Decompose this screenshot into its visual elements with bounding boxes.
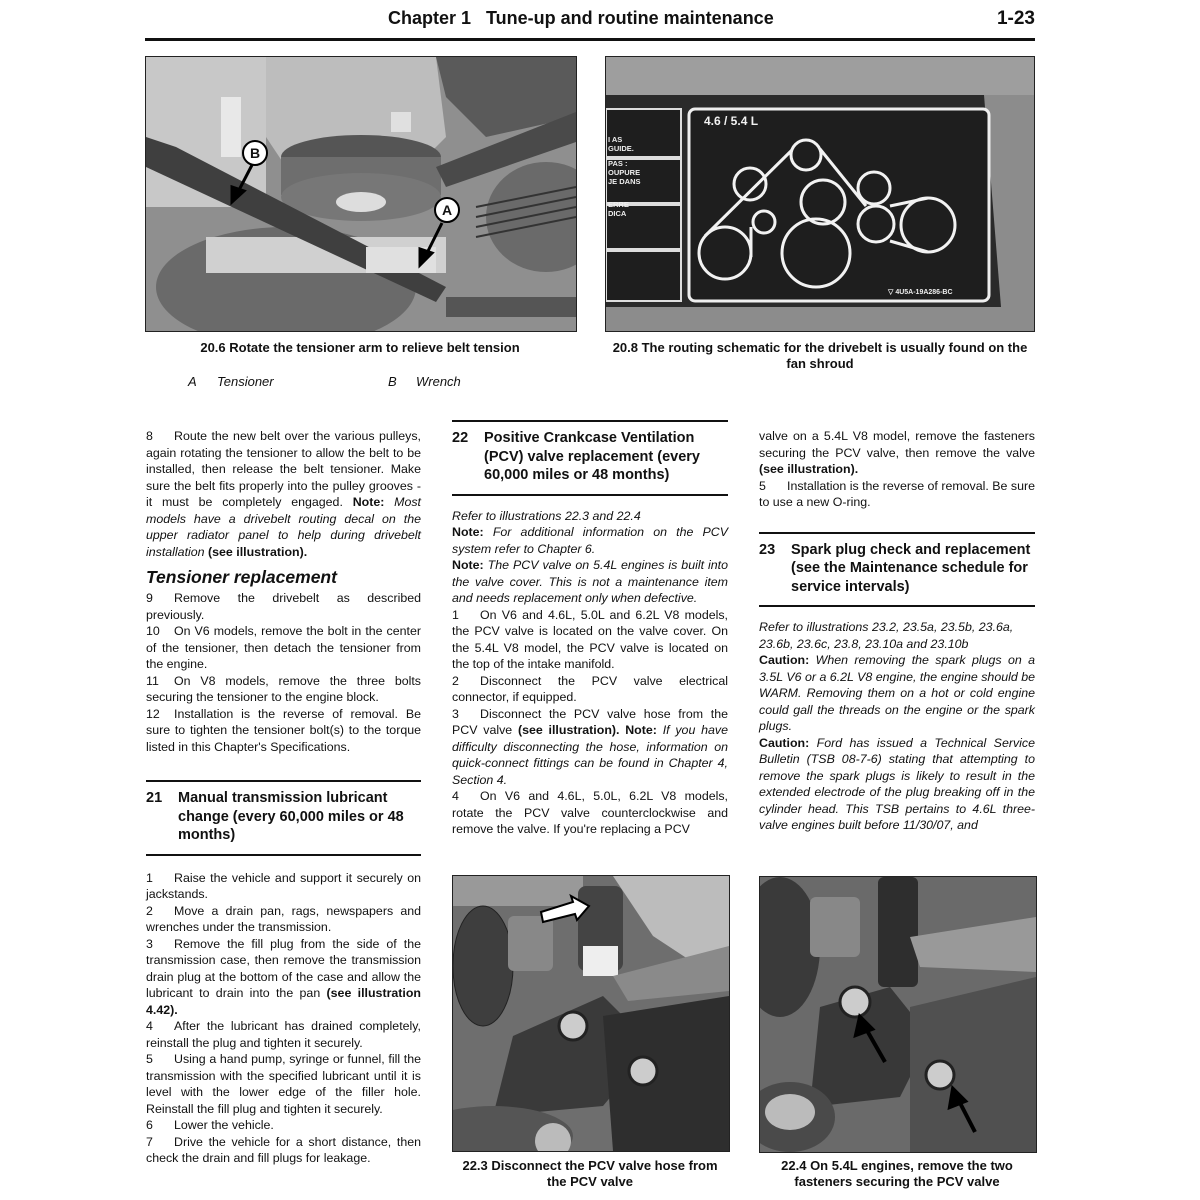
figure-20-6-key (186, 374, 486, 392)
s21-step-6 (146, 1117, 421, 1134)
step-text: On V8 models, remove the three bolts securing the tensioner to the engine block. (146, 673, 421, 704)
note-label: Note: (452, 525, 484, 539)
step-text: Remove the drivebelt as described previously. (146, 591, 421, 622)
decal-text-line: ERRE (608, 200, 629, 209)
s22-step-2 (452, 673, 728, 706)
figure-20-8-caption: 20.8 The routing schematic for the drivebelt is usually found on the fan shroud (612, 340, 1028, 371)
s22-step-4 (452, 788, 728, 838)
section-title: Spark plug check and replacement (see the Maintenance schedule for service intervals) (791, 541, 1031, 595)
subheading-tensioner-replacement: Tensioner replacement (146, 567, 337, 587)
caution-label: Caution: (759, 735, 810, 750)
step-text: valve on a 5.4L V8 model, remove the fasteners securing the PCV valve, then remove the valve (759, 429, 1035, 460)
step-text: Move a drain pan, rags, newspapers and wrenches under the transmission. (146, 903, 421, 934)
s21-step-2 (146, 903, 421, 936)
s22-step-3 (452, 706, 728, 789)
step-text: Drive the vehicle for a short distance, then check the drain and fill plugs for leakage. (146, 1134, 421, 1165)
caution-1 (759, 652, 1035, 735)
figure-22-4-caption: 22.4 On 5.4L engines, remove the two fasteners securing the PCV valve (781, 1158, 1013, 1189)
step-number: 3 (146, 936, 153, 951)
caution-2 (759, 735, 1035, 834)
page-number: 1-23 (996, 8, 1035, 29)
section-22-heading (452, 420, 728, 496)
illustration-reference: (see illustration). (512, 723, 620, 737)
decal-text-line: PAS : (608, 159, 628, 168)
note-label: Note: (452, 558, 484, 572)
paragraph-9 (146, 590, 421, 623)
decal-text-line: JE DANS (608, 177, 641, 186)
callout-arrows (146, 57, 576, 331)
page-header (145, 6, 1035, 41)
caution-text: When removing the spark plugs on a 3.5L V6 or a 6.2L V8 engine, the engine should be WARM. Removing them on a hot or cold engine could gall the threads on the engine or the spark plugs. (759, 653, 1035, 733)
decal-text-line: DICA (608, 209, 627, 218)
step-text: Installation is the reverse of removal. Be sure to use a new O-ring. (759, 478, 1035, 509)
column-1 (146, 428, 421, 1167)
figure-22-3-photo (452, 875, 730, 1152)
section-number: 23 (759, 541, 776, 558)
step-text: Using a hand pump, syringe or funnel, fill the transmission with the specified lubricant until it is level with the lower edge of the filler hole. Reinstall the fill plug and tighten it securely. (146, 1052, 421, 1116)
s21-step-4 (146, 1018, 421, 1051)
decal-text-line: OUPURE (608, 168, 641, 177)
note-text: The PCV valve on 5.4L engines is built into the valve cover. This is not a maintenance item and needs replacement only when defective. (452, 558, 728, 605)
decal-part-number: ▽ 4U5A-19A286-BC (888, 289, 953, 296)
callout-b: B (242, 140, 268, 166)
decal-text-line: GUIDE. (608, 144, 634, 153)
step-text: On V6 and 4.6L, 5.0L, 6.2L V8 models, rotate the PCV valve counterclockwise and remove the valve. If you're replacing a PCV (452, 789, 728, 836)
step-number: 4 (452, 789, 459, 803)
pcv-valve-fasteners-illustration (760, 877, 1036, 1152)
s21-step-3 (146, 936, 421, 1019)
section-title: Manual transmission lubricant change (every 60,000 miles or 48 months) (178, 790, 404, 843)
note-text: If you have difficulty disconnecting the hose, information on quick-connect fittings can be found in Chapter 4, Section 4. (452, 723, 728, 787)
step-text: After the lubricant has drained completely, reinstall the plug and tighten it securely. (146, 1019, 421, 1050)
note-1 (452, 524, 728, 557)
step-number: 12 (146, 706, 160, 721)
step-number: 1 (146, 870, 153, 885)
step-text: On V6 and 4.6L, 5.0L and 6.2L V8 models, the PCV valve is located on the valve cover. On the 5.4L V8 model, the PCV valve is located on the top of the intake manifold. (452, 607, 728, 671)
key-label-a: Tensioner (217, 374, 274, 389)
step-number: 8 (146, 429, 153, 443)
step-number: 11 (146, 673, 159, 688)
paragraph-11 (146, 673, 421, 706)
step-number: 2 (452, 673, 459, 688)
caution-label: Caution: (759, 653, 810, 667)
decal-side-text (608, 135, 678, 218)
step-text: Lower the vehicle. (174, 1118, 274, 1132)
step-text: Disconnect the PCV valve electrical connector, if equipped. (452, 673, 728, 704)
decal-text-line: I AS (608, 135, 623, 144)
chapter-title: Chapter 1 Tune-up and routine maintenance (388, 8, 774, 28)
column-2 (452, 420, 728, 838)
step-text: Route the new belt over the various pulleys, again rotating the tensioner to allow the belt to be installed, then release the belt tensioner. Make sure the belt fits properly into the pulley grooves - it must be completely engaged. (146, 429, 421, 509)
illustration-reference: (see illustration). (204, 544, 308, 559)
illustration-reference: (see illustration). (759, 462, 859, 476)
pcv-valve-hose-illustration (453, 876, 729, 1151)
caution-text: Ford has issued a Technical Service Bulletin (TSB 08-7-6) stating that attempting to remove the spark plugs is likely to result in the extended electrode of the plug breaking off in the cylinder head. This TSB pertains to 4.6L three-valve engines built before 11/30/07, and (759, 735, 1035, 832)
section-21-heading (146, 780, 421, 856)
refer-to-illustrations: Refer to illustrations 22.3 and 22.4 (452, 508, 641, 523)
step-text: Remove the fill plug from the side of the transmission case, then remove the transmission drain plug at the bottom of the case and allow the lubricant to drain into the pan (146, 936, 421, 1000)
section-title: Positive Crankcase Ventilation (PCV) valve replacement (every 60,000 miles or 48 months) (484, 430, 700, 483)
s21-step-1 (146, 870, 421, 903)
paragraph-10 (146, 623, 421, 673)
s22-step-1 (452, 607, 728, 673)
figure-20-8-photo (605, 56, 1035, 332)
step-number: 7 (146, 1134, 153, 1149)
step-number: 3 (452, 706, 459, 721)
step-text: Raise the vehicle and support it securely on jackstands. (146, 870, 421, 901)
step-number: 2 (146, 903, 153, 918)
key-label-b: Wrench (416, 374, 461, 389)
paragraph-8 (146, 428, 421, 560)
section-number: 22 (452, 430, 469, 446)
step-number: 9 (146, 591, 153, 605)
note-2 (452, 557, 728, 607)
refer-to-illustrations: Refer to illustrations 23.2, 23.5a, 23.5b, 23.6a, 23.6b, 23.6c, 23.8, 23.10a and 23.10b (759, 620, 1014, 651)
key-letter-b: B (388, 374, 397, 389)
callout-a: A (434, 197, 460, 223)
step-number: 10 (146, 624, 160, 638)
s21-step-5 (146, 1051, 421, 1117)
section-23-heading (759, 532, 1035, 608)
note-text: Most models have a drivebelt routing decal on the upper radiator panel to help during drivebelt installation (146, 495, 421, 559)
step-text: Disconnect the PCV valve hose from the PCV valve (452, 706, 728, 737)
note-label: Note: (352, 495, 385, 509)
s22-step-4-continued (759, 428, 1035, 478)
key-letter-a: A (188, 374, 197, 389)
step-number: 5 (759, 478, 766, 493)
section-number: 21 (146, 790, 163, 806)
step-number: 6 (146, 1118, 153, 1132)
step-text: Installation is the reverse of removal. Be sure to tighten the tensioner bolt(s) to the torque listed in this Chapter's Specifications. (146, 706, 421, 754)
note-label: Note: (619, 723, 657, 737)
illustration-reference: (see illustration 4.42). (146, 986, 421, 1017)
figure-22-4-photo (759, 876, 1037, 1153)
column-3 (759, 428, 1035, 834)
paragraph-12 (146, 706, 421, 756)
figure-22-3-caption: 22.3 Disconnect the PCV valve hose from the PCV valve (462, 1158, 718, 1189)
s21-step-7 (146, 1134, 421, 1167)
step-number: 1 (452, 607, 459, 622)
step-text: On V6 models, remove the bolt in the center of the tensioner, then detach the tensioner from the engine. (146, 624, 421, 671)
step-number: 4 (146, 1019, 153, 1033)
s22-step-5 (759, 478, 1035, 511)
figure-20-6-photo (145, 56, 577, 332)
figure-20-6-caption: 20.6 Rotate the tensioner arm to relieve belt tension (200, 340, 520, 355)
note-text: For additional information on the PCV system refer to Chapter 6. (452, 525, 728, 556)
decal-engine-size: 4.6 / 5.4 L (704, 114, 759, 128)
step-number: 5 (146, 1052, 153, 1066)
